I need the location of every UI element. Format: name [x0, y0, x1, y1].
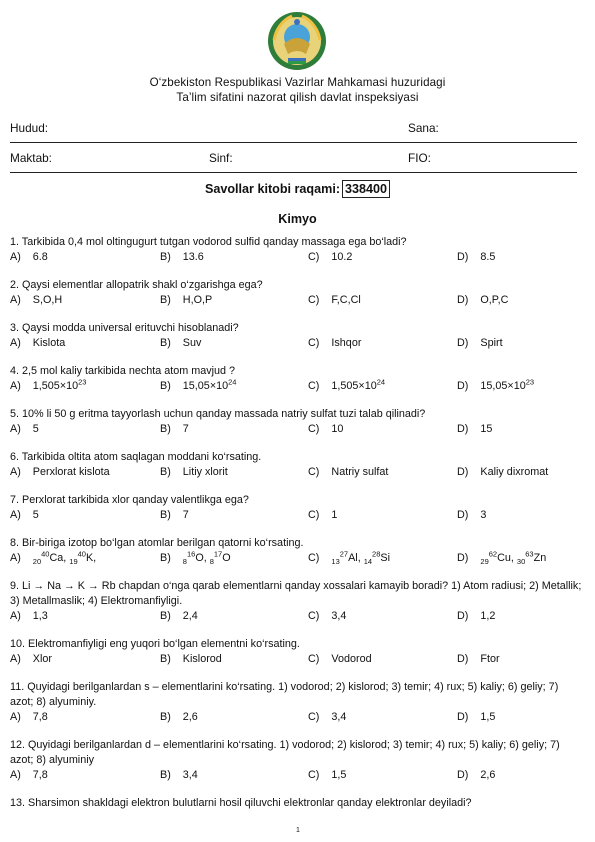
page-number: 1	[296, 827, 300, 834]
option-letter: B)	[160, 380, 171, 392]
option-letter: A)	[10, 294, 21, 306]
answer-options	[10, 336, 582, 352]
book-label: Savollar kitobi raqami:	[204, 182, 341, 196]
option-letter: C)	[308, 337, 320, 349]
option-letter: D)	[457, 711, 469, 723]
option-letter: D)	[457, 337, 469, 349]
answer-option-d[interactable]	[457, 293, 508, 308]
option-value: $_{29}^{62}$Cu, $_{30}^{63}$Zn	[480, 549, 547, 567]
option-letter: A)	[10, 337, 21, 349]
question-7	[10, 493, 582, 524]
answer-option-d[interactable]	[457, 551, 546, 566]
answer-option-d[interactable]	[457, 336, 503, 351]
header-line-1: O‘zbekiston Respublikasi Vazirlar Mahkamasi huzuridagi	[149, 76, 446, 89]
book-number-box: 338400	[342, 180, 390, 198]
option-letter: C)	[308, 653, 320, 665]
answer-option-c[interactable]	[308, 465, 388, 480]
question-list	[10, 235, 582, 811]
question-text: 4. 2,5 mol kaliy tarkibida nechta atom mavjud ?	[10, 365, 236, 377]
option-letter: D)	[457, 251, 469, 263]
answer-option-d[interactable]	[457, 508, 486, 523]
answer-option-a[interactable]	[10, 609, 48, 624]
answer-options	[10, 379, 582, 395]
option-value: $15,05\times 10^{24}$	[182, 377, 237, 392]
option-letter: B)	[160, 552, 171, 564]
divider	[10, 172, 577, 173]
option-value: 7	[182, 509, 189, 521]
answer-option-b[interactable]	[160, 293, 212, 308]
option-letter: B)	[160, 294, 171, 306]
option-letter: A)	[10, 552, 21, 564]
option-letter: C)	[308, 552, 320, 564]
option-value: $_{20}^{40}$Ca, $_{19}^{40}$K,	[32, 549, 97, 567]
question-12	[10, 738, 582, 784]
answer-option-b[interactable]	[160, 465, 228, 480]
option-value: Litiy xlorit	[182, 466, 228, 478]
option-letter: A)	[10, 466, 21, 478]
option-letter: B)	[160, 653, 171, 665]
answer-option-a[interactable]	[10, 710, 48, 725]
option-value: 13.6	[182, 251, 204, 263]
answer-option-d[interactable]	[457, 652, 500, 667]
answer-option-a[interactable]	[10, 250, 48, 265]
option-value: 2,6	[480, 769, 496, 781]
option-value: 10.2	[331, 251, 353, 263]
option-letter: A)	[10, 711, 21, 723]
answer-option-a[interactable]	[10, 768, 48, 783]
option-value: $_8^{16}$O, $_8^{17}$O	[182, 549, 231, 567]
question-4	[10, 364, 582, 395]
question-11	[10, 680, 582, 726]
answer-option-c[interactable]	[308, 508, 337, 523]
option-value: $1,505\times 10^{23}$	[32, 377, 87, 392]
question-3	[10, 321, 582, 352]
option-letter: A)	[10, 610, 21, 622]
field-sinf: Sinf:	[209, 151, 233, 165]
question-text: 9. Li → Na → K → Rb chapdan o‘nga qarab elementlarni qanday xossalari kamayib boradi? 1) Atom radiusi; 2) Metallik; 3) Metallmaslik; 4) Elektromanfiyligi.	[10, 580, 582, 607]
option-letter: B)	[160, 509, 171, 521]
answer-option-d[interactable]	[457, 609, 495, 624]
answer-options	[10, 250, 582, 266]
option-letter: C)	[308, 509, 320, 521]
divider	[10, 142, 577, 143]
option-letter: D)	[457, 610, 469, 622]
option-letter: C)	[308, 610, 320, 622]
option-value: 7,8	[32, 711, 48, 723]
option-letter: B)	[160, 466, 171, 478]
option-letter: C)	[308, 251, 320, 263]
answer-options	[10, 609, 582, 625]
answer-option-d[interactable]	[457, 465, 548, 480]
question-text: 6. Tarkibida oltita atom saqlagan moddani ko‘rsating.	[10, 451, 262, 463]
answer-option-c[interactable]	[308, 336, 361, 351]
field-maktab: Maktab:	[10, 151, 52, 165]
option-letter: C)	[308, 294, 320, 306]
question-13	[10, 796, 582, 811]
header-line-2: Ta’lim sifatini nazorat qilish davlat inspeksiyasi	[176, 91, 419, 104]
state-emblem-icon	[266, 10, 328, 72]
option-value: Ftor	[480, 653, 500, 665]
option-letter: B)	[160, 610, 171, 622]
option-value: 1,5	[480, 711, 496, 723]
answer-option-c[interactable]	[308, 710, 346, 725]
answer-option-c[interactable]	[308, 551, 390, 566]
answer-option-b[interactable]	[160, 379, 236, 394]
answer-options	[10, 710, 582, 726]
question-text: 7. Perxlorat tarkibida xlor qanday valentlikga ega?	[10, 494, 249, 506]
answer-option-b[interactable]	[160, 422, 189, 437]
question-text: 3. Qaysi modda universal erituvchi hisoblanadi?	[10, 322, 239, 334]
answer-option-c[interactable]	[308, 379, 385, 394]
answer-options	[10, 551, 582, 567]
answer-option-c[interactable]	[308, 250, 352, 265]
answer-option-c[interactable]	[308, 293, 361, 308]
answer-options	[10, 652, 582, 668]
question-text: 11. Quyidagi berilganlardan s – elementlarini ko‘rsating. 1) vodorod; 2) kislorod; 3) temir; 4) rux; 5) kaliy; 6) geliy; 7) azot; 8) alyuminiy.	[10, 681, 559, 708]
answer-option-d[interactable]	[457, 768, 495, 783]
question-1	[10, 235, 582, 266]
option-value: 5	[32, 509, 39, 521]
option-letter: D)	[457, 466, 469, 478]
question-6	[10, 450, 582, 481]
answer-option-b[interactable]	[160, 250, 204, 265]
option-value: 1,2	[480, 610, 496, 622]
question-text: 8. Bir-biriga izotop bo‘lgan atomlar berilgan qatorni ko‘rsating.	[10, 537, 304, 549]
question-text: 5. 10% li 50 g eritma tayyorlash uchun qanday massada natriy sulfat tuzi talab qilinadi?	[10, 408, 426, 420]
option-letter: D)	[457, 294, 469, 306]
option-letter: A)	[10, 251, 21, 263]
answer-option-a[interactable]	[10, 336, 65, 351]
option-value: Suv	[182, 337, 202, 349]
option-value: Kaliy dixromat	[480, 466, 549, 478]
answer-options	[10, 422, 582, 438]
option-value: H,O,P	[182, 294, 213, 306]
option-value: 1,5	[331, 769, 347, 781]
option-value: 2,4	[182, 610, 198, 622]
option-value: S,O,H	[32, 294, 63, 306]
answer-option-b[interactable]	[160, 652, 222, 667]
option-letter: A)	[10, 653, 21, 665]
option-value: 2,6	[182, 711, 198, 723]
answer-option-b[interactable]	[160, 551, 231, 566]
question-9	[10, 579, 582, 625]
option-value: 15	[480, 423, 493, 435]
option-value: 3,4	[331, 610, 347, 622]
option-letter: A)	[10, 509, 21, 521]
option-value: F,C,Cl	[331, 294, 361, 306]
option-value: Natriy sulfat	[331, 466, 389, 478]
option-letter: B)	[160, 337, 171, 349]
question-10	[10, 637, 582, 668]
subject-title: Kimyo	[278, 212, 317, 226]
answer-option-d[interactable]	[457, 422, 492, 437]
field-sana: Sana:	[408, 121, 439, 135]
answer-option-a[interactable]	[10, 551, 96, 566]
option-letter: A)	[10, 380, 21, 392]
option-value: 1,3	[32, 610, 48, 622]
option-letter: C)	[308, 423, 320, 435]
option-letter: C)	[308, 769, 320, 781]
option-letter: D)	[457, 653, 469, 665]
option-letter: B)	[160, 251, 171, 263]
option-value: Ishqor	[331, 337, 362, 349]
question-text: 10. Elektromanfiyligi eng yuqori bo‘lgan elementni ko‘rsating.	[10, 638, 300, 650]
option-value: 8.5	[480, 251, 496, 263]
option-letter: D)	[457, 552, 469, 564]
option-value: 7,8	[32, 769, 48, 781]
answer-option-a[interactable]	[10, 508, 39, 523]
option-letter: A)	[10, 423, 21, 435]
question-8	[10, 536, 582, 567]
answer-option-a[interactable]	[10, 293, 62, 308]
answer-option-c[interactable]	[308, 768, 346, 783]
option-value: O,P,C	[480, 294, 509, 306]
answer-options	[10, 293, 582, 309]
answer-options	[10, 508, 582, 524]
option-value: Perxlorat kislota	[32, 466, 110, 478]
field-fio: FIO:	[408, 151, 431, 165]
option-value: 3,4	[182, 769, 198, 781]
answer-option-d[interactable]	[457, 250, 495, 265]
option-value: 3	[480, 509, 487, 521]
answer-option-a[interactable]	[10, 422, 39, 437]
answer-option-b[interactable]	[160, 336, 201, 351]
option-value: 10	[331, 423, 344, 435]
answer-option-a[interactable]	[10, 379, 86, 394]
option-value: Kislorod	[182, 653, 222, 665]
question-text: 12. Quyidagi berilganlardan d – elementlarini ko‘rsating. 1) vodorod; 2) kislorod; 3) temir; 4) rux; 5) kaliy; 6) geliy; 7) azot; 8) alyuminiy	[10, 739, 560, 766]
option-letter: C)	[308, 380, 320, 392]
answer-option-b[interactable]	[160, 710, 198, 725]
option-letter: D)	[457, 380, 469, 392]
answer-option-c[interactable]	[308, 422, 343, 437]
option-value: $15,05\times 10^{23}$	[480, 377, 535, 392]
option-letter: D)	[457, 509, 469, 521]
option-value: Spirt	[480, 337, 503, 349]
answer-option-d[interactable]	[457, 710, 495, 725]
question-book-number	[0, 180, 595, 198]
option-letter: D)	[457, 769, 469, 781]
option-value: 3,4	[331, 711, 347, 723]
answer-option-b[interactable]	[160, 508, 189, 523]
option-value: 1	[331, 509, 338, 521]
option-value: 6.8	[32, 251, 48, 263]
answer-option-c[interactable]	[308, 652, 372, 667]
question-text: 2. Qaysi elementlar allopatrik shakl o‘zgarishga ega?	[10, 279, 263, 291]
answer-option-a[interactable]	[10, 652, 52, 667]
answer-option-c[interactable]	[308, 609, 346, 624]
option-value: Xlor	[32, 653, 52, 665]
question-5	[10, 407, 582, 438]
option-value: Vodorod	[331, 653, 372, 665]
option-letter: D)	[457, 423, 469, 435]
answer-options	[10, 768, 582, 784]
option-value: 7	[182, 423, 189, 435]
option-value: Kislota	[32, 337, 66, 349]
field-hudud: Hudud:	[10, 121, 49, 135]
option-letter: B)	[160, 423, 171, 435]
option-letter: B)	[160, 711, 171, 723]
option-letter: B)	[160, 769, 171, 781]
answer-option-d[interactable]	[457, 379, 534, 394]
question-text: 1. Tarkibida 0,4 mol oltingugurt tutgan vodorod sulfid qanday massaga ega bo‘ladi?	[10, 236, 407, 248]
question-text: 13. Sharsimon shakldagi elektron bulutlarni hosil qiluvchi elektronlar qanday elektronlar deyiladi?	[10, 797, 472, 809]
option-letter: C)	[308, 711, 320, 723]
answer-options	[10, 465, 582, 481]
answer-option-b[interactable]	[160, 609, 198, 624]
answer-option-b[interactable]	[160, 768, 198, 783]
option-letter: C)	[308, 466, 320, 478]
option-value: $_{13}^{27}$Al, $_{14}^{28}$Si	[331, 549, 390, 567]
question-2	[10, 278, 582, 309]
option-value: $1,505\times 10^{24}$	[331, 377, 386, 392]
option-letter: A)	[10, 769, 21, 781]
option-value: 5	[32, 423, 39, 435]
answer-option-a[interactable]	[10, 465, 110, 480]
